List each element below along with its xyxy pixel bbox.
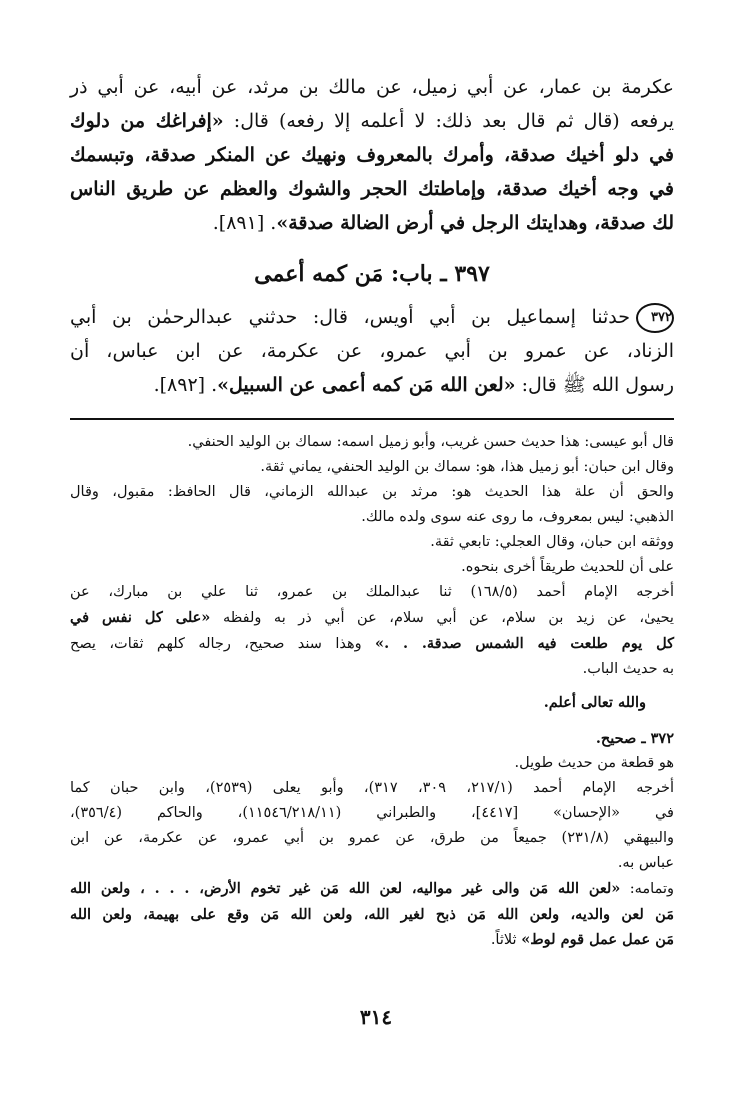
text-line	[70, 300, 674, 334]
closing-phrase: والله تعالى أعلم.	[543, 694, 646, 711]
hadith-quote: لك صدقة، وهدايتك الرجل في أرض الضالة صدقة»	[276, 212, 674, 234]
note-line	[70, 631, 674, 657]
note-line: به حديث الباب.	[582, 661, 674, 677]
text-span: يرفعه (قال ثم قال بعد ذلك: لا أعلمه إلا رفعه) قال:	[223, 110, 674, 132]
footnote-divider	[70, 418, 674, 420]
note-line: أخرجه الإمام أحمد (٢١٧/١، ٣٠٩، ٣١٧)، وأبو يعلى (٢٥٣٩)، وابن حبان كما	[70, 780, 674, 796]
note-line	[70, 876, 674, 902]
text-span: . [٨٩٢].	[153, 374, 218, 396]
note-line: والبيهقي (٢٣١/٨) جميعاً من طرق، عن عمرو بن أبي عمرو، عن عكرمة، عن ابن	[70, 830, 674, 846]
text-span: في وجه أخيك صدقة، وإماطتك الحجر والشوك والعظم عن طريق الناس	[70, 178, 674, 200]
text-line	[70, 206, 674, 240]
hadith-quote: «إفراغك من دلوك	[70, 110, 224, 132]
note-line: الذهبي: ليس بمعروف، ما روى عنه سوى ولده مالك.	[361, 509, 674, 525]
text-line	[70, 368, 674, 402]
text-line	[70, 70, 674, 104]
note-line: أخرجه الإمام أحمد (١٦٨/٥) ثنا عبدالملك بن عمرو، ثنا علي بن مبارك، عن	[70, 584, 674, 600]
page-number: ٣١٤	[359, 1005, 393, 1029]
text-span: وتمامه:	[620, 881, 674, 897]
text-line	[70, 104, 674, 138]
note-line: عباس به.	[617, 855, 674, 871]
hadith-quote: كل يوم طلعت فيه الشمس صدقة. . .»	[375, 635, 675, 652]
note-line: قال أبو عيسى: هذا حديث حسن غريب، وأبو زميل اسمه: سماك بن الوليد الحنفي.	[187, 434, 674, 450]
note-line: على أن للحديث طريقاً أخرى بنحوه.	[461, 559, 674, 575]
hadith-block	[70, 300, 674, 402]
hadith-quote: «لعن الله مَن كمه أعمى عن السبيل»	[217, 374, 516, 396]
text-span: وهذا سند صحيح، رجاله كلهم ثقات، يصح	[70, 636, 376, 652]
note-line: والحق أن علة هذا الحديث هو: مرثد بن عبدالله الزماني، قال الحافظ: مقبول، وقال	[70, 484, 674, 500]
hadith-number-badge: ٣٧٢	[636, 303, 674, 333]
text-span: في دلو أخيك صدقة، وأمرك بالمعروف ونهيك عن المنكر صدقة، وتبسمك	[70, 144, 674, 166]
text-span: عكرمة بن عمار، عن أبي زميل، عن مالك بن مرثد، عن أبيه، عن أبي ذر	[70, 76, 674, 98]
main-text	[70, 70, 674, 240]
hadith-quote: مَن عمل عمل قوم لوط»	[521, 931, 674, 948]
text-span: ثلاثاً.	[490, 932, 522, 948]
chapter-heading: ٣٩٧ ـ باب: مَن كمه أعمى	[254, 261, 490, 287]
note-line	[70, 605, 674, 631]
text-span: يحيىٰ، عن زيد بن سلام، عن أبي سلام، عن أبي ذر به ولفظه	[210, 610, 674, 626]
text-line	[70, 334, 674, 368]
text-span: حدثنا إسماعيل بن أبي أويس، قال: حدثني عبدالرحمٰن بن أبي	[70, 306, 630, 328]
note-line	[70, 927, 674, 953]
hadith-quote: «لعن الله مَن والى غير مواليه، لعن الله مَن غير تخوم الأرض، . . . ، ولعن الله	[70, 880, 621, 897]
hadith-quote-line	[70, 138, 674, 172]
note-line: في «الإحسان» [٤٤١٧]، والطبراني (١١٥٤٦/٢١٨/١١)، والحاكم (٣٥٦/٤)،	[70, 805, 674, 821]
hadith-quote-line	[70, 172, 674, 206]
text-span: رسول الله ﷺ قال:	[515, 374, 674, 396]
grading-heading: ٣٧٢ ـ صحيح.	[595, 730, 674, 747]
text-span: . [٨٩١].	[212, 212, 277, 234]
note-line: وقال ابن حبان: أبو زميل هذا، هو: سماك بن الوليد الحنفي، يماني ثقة.	[260, 459, 674, 475]
note-line: مَن لعن والديه، ولعن الله مَن ذبح لغير الله، ولعن الله مَن وقع على بهيمة، ولعن الله	[70, 906, 674, 923]
footnotes	[70, 430, 674, 953]
text-span: الزناد، عن عمرو بن أبي عمرو، عن عكرمة، عن ابن عباس، أن	[70, 340, 674, 362]
note-line: هو قطعة من حديث طويل.	[514, 755, 674, 771]
note-line: ووثقه ابن حبان، وقال العجلي: تابعي ثقة.	[430, 534, 674, 550]
hadith-quote: «على كل نفس في	[70, 609, 211, 626]
